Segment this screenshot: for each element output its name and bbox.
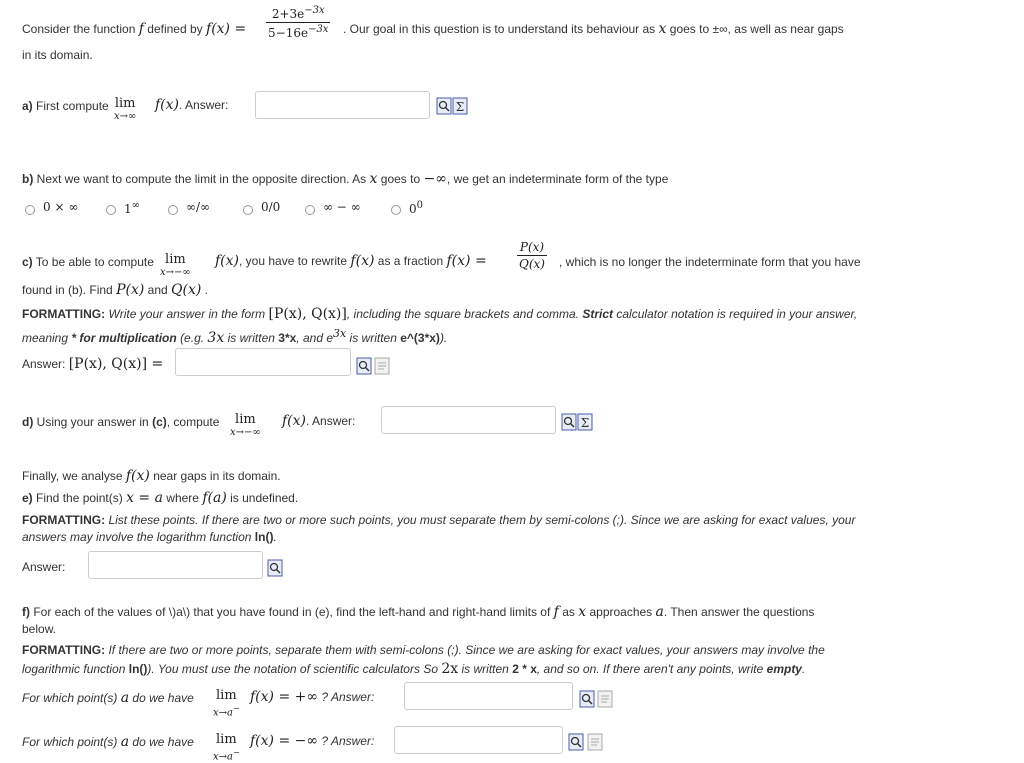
radio-option-0-pow-0[interactable]	[391, 205, 401, 215]
preview-icon[interactable]	[561, 413, 577, 431]
part-e-formatting-1: FORMATTING: List these points. If there are two or more such points, you must separate them by semi-colons (;). Since we are asking for exact values, your	[22, 513, 856, 527]
option-label-inf-minus-inf: ∞ − ∞	[323, 200, 361, 214]
preview-icon[interactable]	[356, 357, 372, 375]
radio-option-0-over-0[interactable]	[243, 205, 253, 215]
radio-option-inf-over-inf[interactable]	[168, 205, 178, 215]
svg-text:Σ: Σ	[455, 100, 465, 114]
part-e-answer-label: Answer:	[22, 560, 66, 574]
intro-text-1: Consider the function f defined by f(x) =	[22, 21, 247, 37]
option-label-0-pow-0: $0^0$	[409, 200, 424, 216]
part-f-q2-limit: lim x→a−	[213, 732, 240, 763]
part-e-text: e) Find the point(s) x = a where f(a) is undefined.	[22, 490, 299, 506]
equation-editor-icon[interactable]	[597, 690, 613, 708]
radio-option-0-times-inf[interactable]	[25, 205, 35, 215]
part-c-answer-label: Answer: [P(x), Q(x)] =	[22, 356, 164, 372]
intro-text-3: in its domain.	[22, 48, 93, 62]
part-c-limit: lim x→−∞	[160, 252, 191, 278]
part-f-q2-answer-input[interactable]	[394, 726, 563, 754]
preview-icon[interactable]	[267, 559, 283, 577]
part-a-answer-input[interactable]	[255, 91, 430, 119]
part-c-formatting-2: meaning * for multiplication (e.g. 3x is written 3*x, and $e^{3x}$ is written e^(3*x)).	[22, 327, 448, 346]
part-f-text-1: f) For each of the values of \)a\) that you have found in (e), find the left-hand and right-hand limits of f as x approaches a. Then answer the questions	[22, 604, 815, 620]
part-c-text-2: f(x), you have to rewrite f(x) as a fraction f(x) =	[215, 253, 487, 269]
part-d-text: d) Using your answer in (c), compute	[22, 415, 220, 429]
part-a-fx: f(x). Answer:	[155, 97, 229, 113]
part-f-q1-limit: lim x→a−	[213, 688, 240, 719]
part-c-text-3: , which is no longer the indeterminate form that you have	[559, 255, 861, 269]
option-label-1-pow-inf: 1∞	[124, 200, 140, 216]
intro-fraction: $2+3e^{-3x}$ $5-16e^{-3x}$	[268, 5, 329, 40]
svg-text:Σ: Σ	[580, 416, 590, 430]
part-e-formatting-2: answers may involve the logarithm function ln().	[22, 530, 277, 544]
part-f-q1-answer-input[interactable]	[404, 682, 573, 710]
option-label-inf-over-inf: ∞/∞	[186, 200, 211, 214]
preview-icon[interactable]	[568, 733, 584, 751]
part-c-text-1: c) To be able to compute	[22, 255, 154, 269]
part-a-limit: lim x→∞	[114, 96, 137, 122]
finally-text: Finally, we analyse f(x) near gaps in its domain.	[22, 468, 281, 484]
part-c-text-4: found in (b). Find P(x) and Q(x) .	[22, 282, 209, 298]
part-f-q2-text: For which point(s) a do we have	[22, 734, 194, 750]
part-d-limit: lim x→−∞	[230, 412, 261, 438]
preview-icon[interactable]	[436, 97, 452, 115]
part-c-answer-input[interactable]	[175, 348, 351, 376]
intro-text-2: . Our goal in this question is to understand its behaviour as x goes to ±∞, as well as near gaps	[343, 21, 844, 37]
part-c-fraction: P(x) Q(x)	[519, 240, 545, 271]
part-c-formatting-1: FORMATTING: Write your answer in the form [P(x), Q(x)], including the square brackets and comma. Strict calculator notation is required in your answer,	[22, 306, 858, 322]
part-b-text: b) Next we want to compute the limit in the opposite direction. As x goes to −∞, we get an indeterminate form of the type	[22, 171, 669, 187]
part-d-fx: f(x). Answer:	[282, 413, 356, 429]
option-label-0-times-inf: 0 × ∞	[43, 200, 79, 214]
part-f-text-2: below.	[22, 622, 57, 636]
part-f-q1-expr: f(x) = +∞ ? Answer:	[250, 689, 375, 705]
part-f-formatting-1: FORMATTING: If there are two or more points, separate them with semi-colons (;). Since we are asking for exact values, your answers may involve the	[22, 643, 825, 657]
equation-editor-icon[interactable]	[577, 413, 593, 431]
equation-editor-icon[interactable]	[374, 357, 390, 375]
part-d-answer-input[interactable]	[381, 406, 556, 434]
part-f-q2-expr: f(x) = −∞ ? Answer:	[250, 733, 375, 749]
radio-option-1-pow-inf[interactable]	[106, 205, 116, 215]
part-e-answer-input[interactable]	[88, 551, 263, 579]
preview-icon[interactable]	[579, 690, 595, 708]
part-a-text: a) First compute	[22, 99, 109, 113]
equation-editor-icon[interactable]	[452, 97, 468, 115]
option-label-0-over-0: 0/0	[261, 200, 281, 214]
part-f-q1-text: For which point(s) a do we have	[22, 690, 194, 706]
part-f-formatting-2: logarithmic function ln()). You must use the notation of scientific calculators So 2x is written 2 * x, and so on. If there aren't any points, write empty.	[22, 661, 806, 677]
radio-option-inf-minus-inf[interactable]	[305, 205, 315, 215]
equation-editor-icon[interactable]	[587, 733, 603, 751]
